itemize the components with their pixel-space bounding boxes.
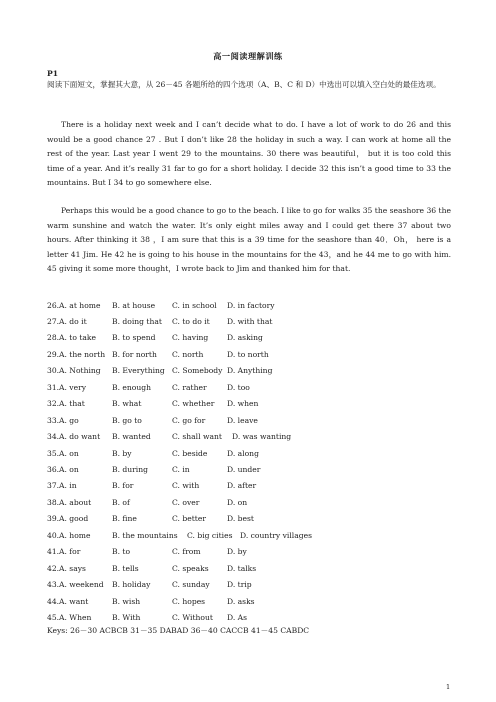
option-b: B. go to — [112, 415, 142, 425]
option-c: C. big cities — [187, 530, 233, 540]
option-d: D. after — [227, 481, 257, 491]
option-c: C. Without — [172, 613, 213, 623]
instructions-text: 阅读下面短文，掌握其大意，从 26－45 各题所给的四个选项（A、B、C 和 D）中选出可以填入空白处的最佳选项。 — [47, 80, 441, 89]
option-a: A. Nothing — [59, 366, 101, 376]
option-c: C. from — [172, 547, 201, 557]
option-c: C. go for — [172, 415, 206, 425]
option-d: D. to north — [227, 349, 269, 359]
question-number: 27. — [47, 316, 60, 326]
question-number: 29. — [47, 349, 60, 359]
option-a: A. good — [59, 514, 89, 524]
option-a: A. want — [59, 596, 89, 606]
option-d: D. by — [227, 547, 247, 557]
option-a: A. home — [59, 530, 91, 540]
option-b: B. wanted — [112, 432, 151, 442]
option-d: D. asks — [227, 596, 255, 606]
option-d: D. country villages — [240, 530, 312, 540]
option-c: C. whether — [172, 399, 215, 409]
option-b: B. at house — [112, 300, 156, 310]
option-c: C. to do it — [172, 316, 210, 326]
option-d: D. in factory — [227, 300, 275, 310]
option-d: D. trip — [227, 580, 252, 590]
option-c: C. in — [172, 465, 190, 474]
option-b: B. what — [112, 399, 142, 409]
option-c: C. hopes — [172, 596, 206, 606]
option-b: B. doing that — [112, 316, 162, 326]
question-number: 36. — [47, 465, 60, 474]
option-b: B. for — [112, 481, 134, 491]
option-a: A. says — [59, 563, 86, 573]
option-a: A. in — [59, 481, 77, 491]
option-d: D. talks — [227, 563, 257, 573]
option-d: D. Anything — [227, 366, 273, 376]
option-b: B. With — [112, 613, 141, 623]
option-d: D. when — [227, 399, 259, 409]
option-c: C. in school — [172, 300, 217, 310]
question-number: 45. — [47, 613, 60, 623]
option-c: C. rather — [172, 382, 207, 392]
option-b: B. to spend — [112, 333, 156, 343]
option-d: D. leave — [227, 415, 258, 425]
question-number: 35. — [47, 448, 60, 458]
option-a: A. do want — [59, 432, 101, 442]
passage-paragraph-1: There is a holiday next week and I can’t decide what to do. I have a lot of work to do 26 and this would be a good chance 27 . But I don’t like 28 the holiday in such a way. I can work at home all the rest of the year. Last year I went 29 to the mountains. 30 there was beautiful， but it is too cold this time of a year. And it’s really 31 far to go for a short holiday. I decide 32 this isn’t a good time to 33 the mountains. But I 34 to go somewhere else. — [47, 120, 451, 188]
option-b: B. wish — [112, 596, 141, 606]
option-c: C. having — [172, 333, 209, 343]
option-a: A. very — [59, 382, 87, 392]
option-d: D. asking — [227, 333, 263, 343]
option-b: B. holiday — [112, 580, 151, 590]
option-b: B. for north — [112, 349, 157, 359]
question-number: 30. — [47, 366, 60, 376]
option-c: C. Somebody — [172, 366, 223, 376]
question-number: 41. — [47, 547, 60, 557]
passage-paragraph-2: Perhaps this would be a good chance to go to the beach. I like to go for walks 35 the seashore 36 the warm sunshine and watch the water. It’s only eight miles away and I could get there 37 about two hours. After thinking it 38 ，I am sure that this is a 39 time for the seashore than 40．Oh， here is a letter 41 Jim. He 42 he is going to his house in the mountains for the 43，and he 44 me to go with him. 45 giving it some more thought，I wrote back to Jim and thanked him for that. — [47, 206, 451, 274]
page-number: 1 — [446, 683, 451, 691]
option-a: A. that — [59, 399, 85, 409]
question-number: 32. — [47, 399, 60, 409]
section-heading: P1 — [47, 69, 58, 78]
option-c: C. sunday — [172, 580, 210, 590]
question-number: 43. — [47, 580, 60, 590]
option-c: C. speaks — [172, 563, 209, 573]
question-number: 40. — [47, 530, 60, 540]
answer-keys: Keys: 26－30 ACBCB 31－35 DABAD 36－40 CACCB 41－45 CABDC — [47, 626, 310, 635]
option-b: B. fine — [112, 514, 137, 524]
option-d: D. under — [227, 465, 261, 474]
question-number: 42. — [47, 563, 60, 573]
option-d: D. best — [227, 514, 254, 524]
option-b: B. during — [112, 465, 148, 474]
option-d: D. As — [227, 613, 248, 623]
option-c: C. over — [172, 497, 200, 507]
option-d: D. too — [227, 382, 250, 392]
option-b: B. the mountains — [112, 530, 178, 540]
question-number: 34. — [47, 432, 60, 442]
option-a: A. When — [59, 613, 92, 623]
option-c: C. beside — [172, 448, 208, 458]
question-number: 33. — [47, 415, 60, 425]
question-number: 37. — [47, 481, 60, 491]
question-number: 38. — [47, 497, 60, 507]
option-a: A. about — [59, 497, 92, 507]
option-b: B. of — [112, 497, 130, 507]
question-number: 28. — [47, 333, 60, 343]
option-a: A. the north — [59, 349, 106, 359]
question-number: 39. — [47, 514, 60, 524]
option-b: B. enough — [112, 382, 152, 392]
option-d: D. was wanting — [232, 432, 292, 442]
option-c: C. north — [172, 349, 204, 359]
option-a: A. on — [59, 465, 79, 474]
question-number: 26. — [47, 300, 60, 310]
option-a: A. weekend — [59, 580, 104, 590]
option-a: A. to take — [59, 333, 97, 343]
question-number: 31. — [47, 382, 60, 392]
option-a: A. do it — [59, 316, 87, 326]
option-b: B. Everything — [112, 366, 165, 376]
option-d: D. with that — [227, 316, 273, 326]
option-d: D. on — [227, 497, 248, 507]
option-a: A. at home — [59, 300, 101, 310]
option-b: B. to — [112, 547, 131, 557]
option-b: B. tells — [112, 563, 139, 573]
option-c: C. with — [172, 481, 200, 491]
option-c: C. shall want — [172, 432, 222, 442]
question-number: 44. — [47, 596, 60, 606]
page-title: 高一阅读理解训练 — [213, 51, 283, 61]
option-a: A. for — [59, 547, 81, 557]
option-d: D. along — [227, 448, 259, 458]
option-b: B. by — [112, 448, 132, 458]
option-a: A. go — [59, 415, 79, 425]
option-c: C. better — [172, 514, 206, 524]
option-a: A. on — [59, 448, 79, 458]
